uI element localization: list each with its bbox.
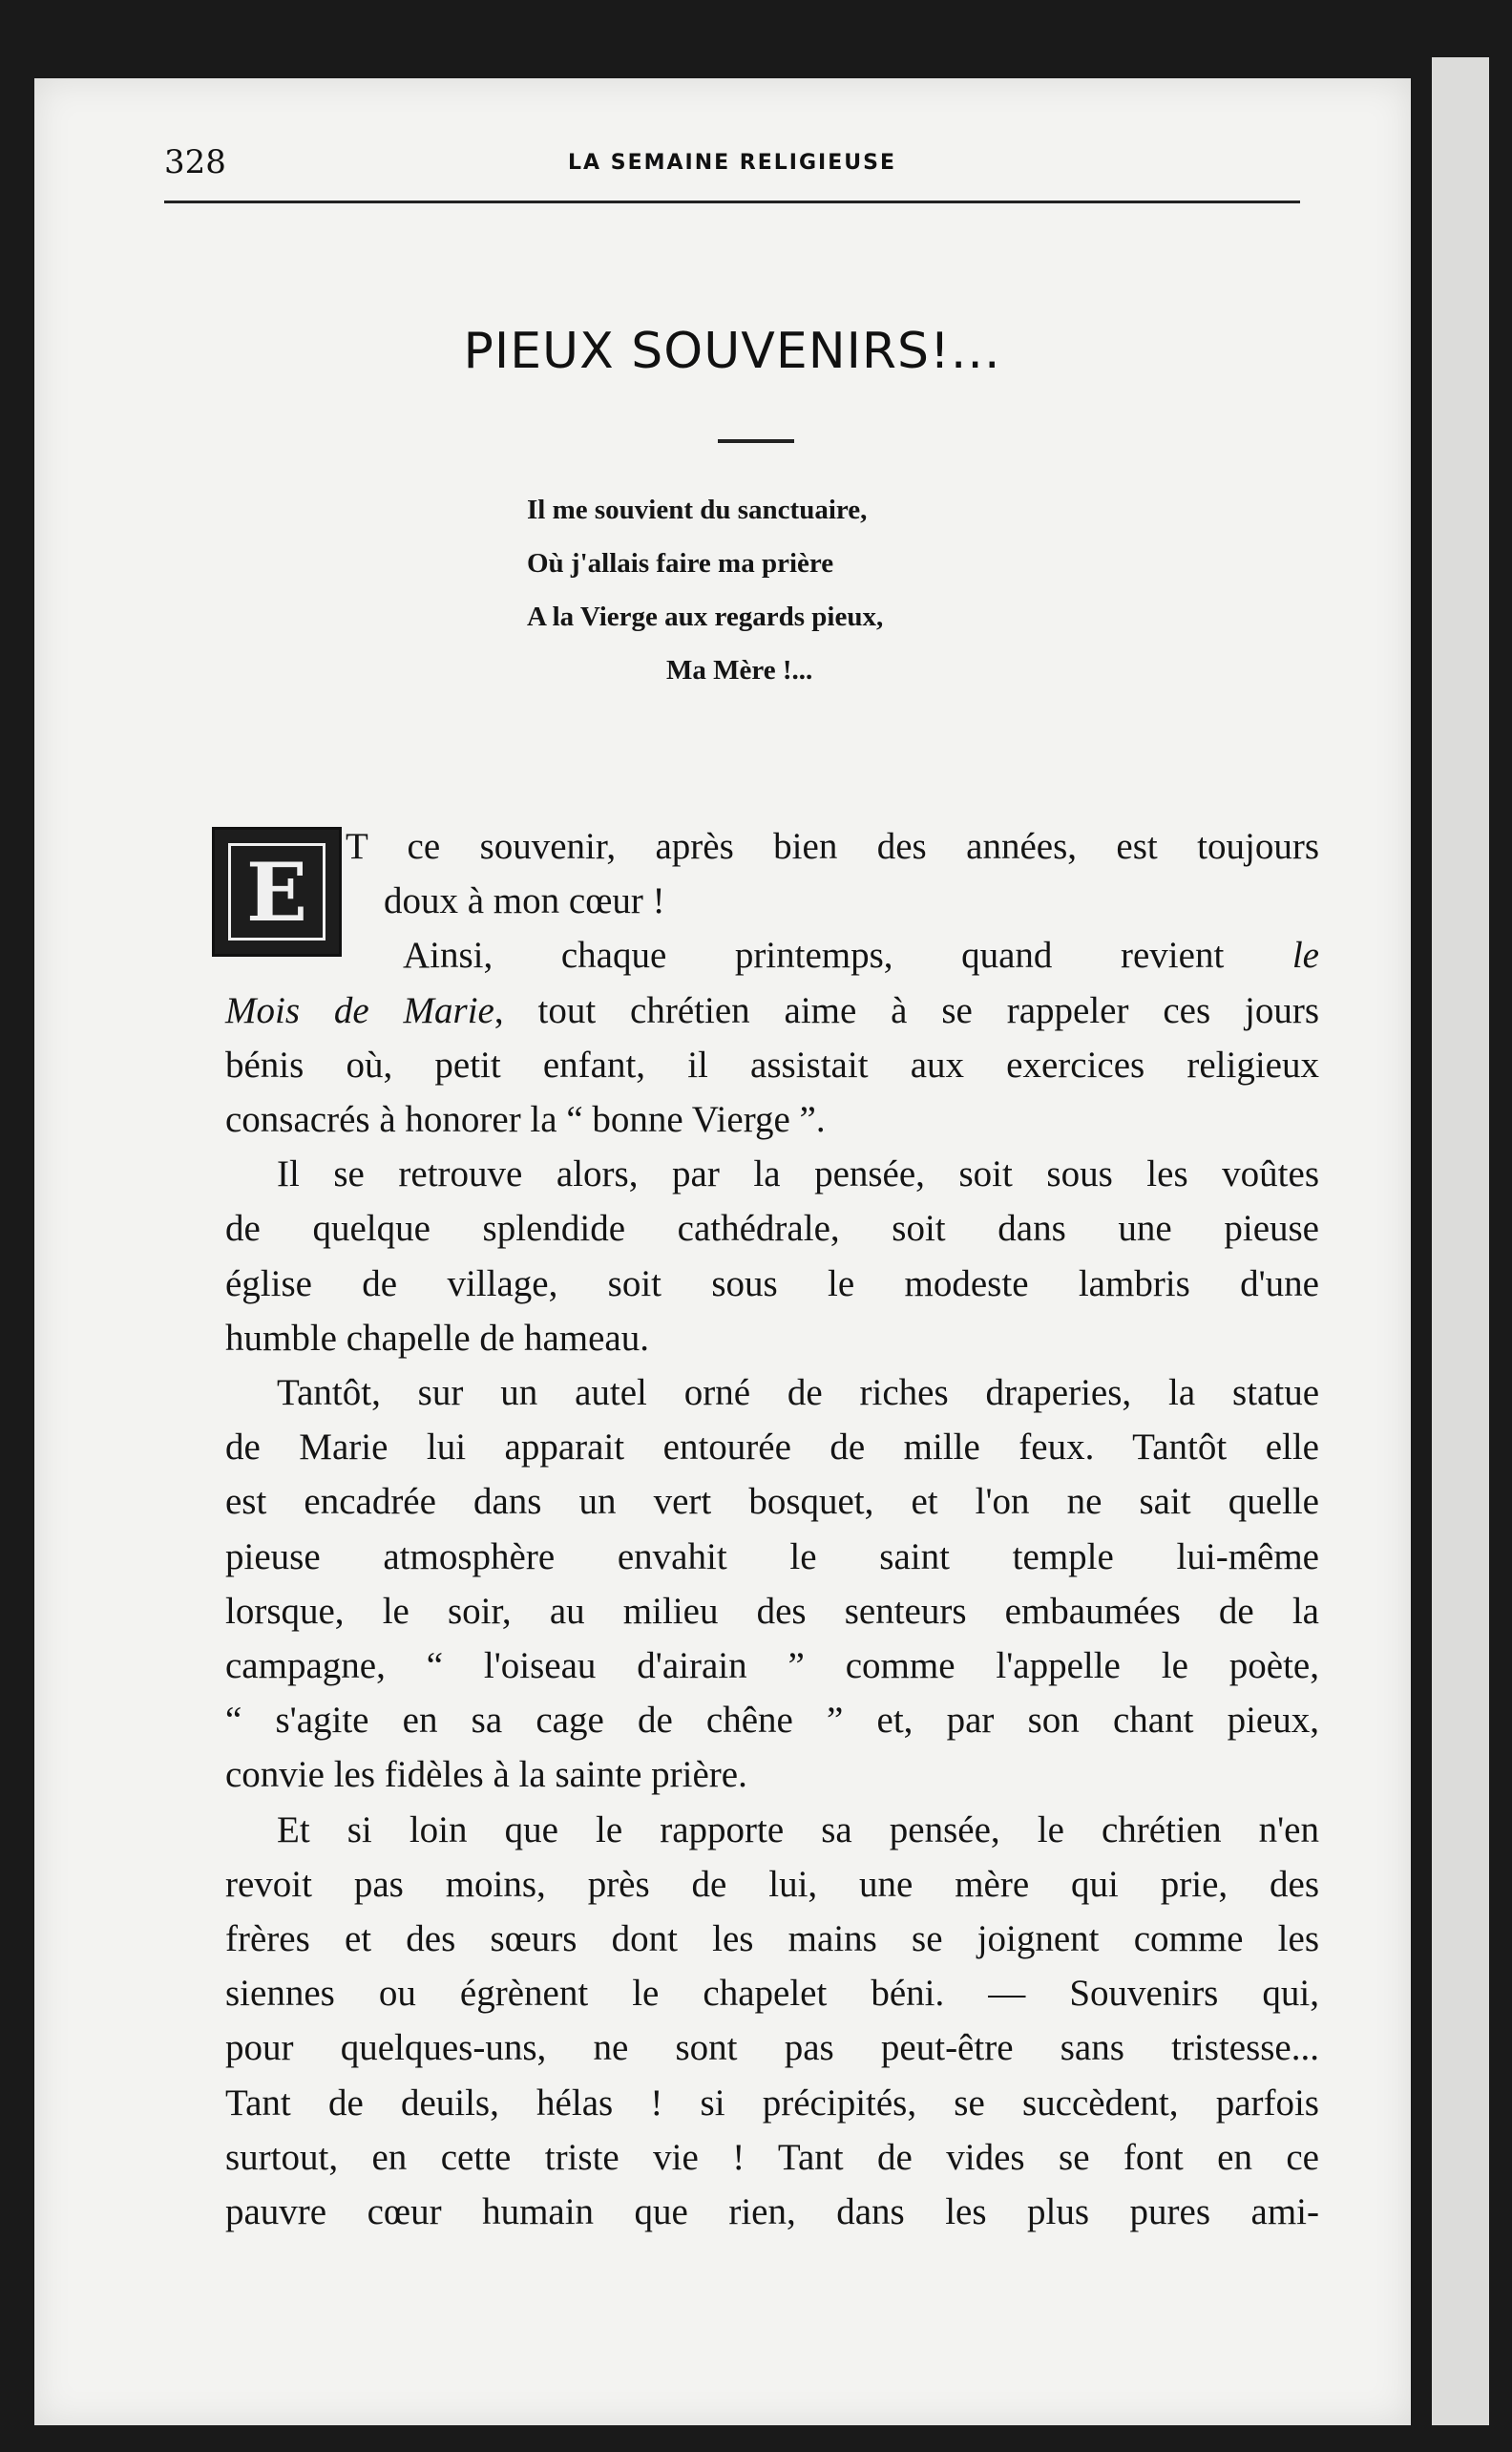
text-line: lorsque, le soir, au milieu des senteurs embaumées de la (225, 1590, 1319, 1632)
text-line: convie les fidèles à la sainte prière. (225, 1754, 747, 1796)
text-line: Tant de deuils, hélas ! si précipités, se succèdent, parfois (225, 2082, 1319, 2124)
text-line: pour quelques-uns, ne sont pas peut-être sans tristesse... (225, 2027, 1319, 2069)
text-line: doux à mon cœur ! (384, 880, 665, 922)
epigraph-verse (527, 483, 1100, 697)
adjacent-page-edge (1432, 57, 1489, 2425)
dropcap-wrapped-lines (225, 819, 1319, 983)
header-rule (164, 201, 1300, 203)
text-line: revoit pas moins, près de lui, une mère qui prie, des (225, 1863, 1319, 1905)
text-segment: , tout chrétien aime à se rappeler ces jours (494, 989, 1319, 1031)
verse-line: Ma Mère !... (666, 655, 813, 686)
text-line: église de village, soit sous le modeste lambris d'une (225, 1262, 1319, 1304)
text-line: T ce souvenir, après bien des années, est toujours (346, 826, 1319, 867)
text-line: campagne, “ l'oiseau d'airain ” comme l'appelle le poète, (225, 1645, 1319, 1687)
dropcap-letter: E (228, 843, 326, 941)
text-line: humble chapelle de hameau. (225, 1317, 649, 1359)
title-rule (718, 439, 794, 443)
text-line: pauvre cœur humain que rien, dans les plus pures ami- (225, 2191, 1319, 2233)
text-line: pieuse atmosphère envahit le saint temple lui-même (225, 1535, 1319, 1577)
text-line: consacrés à honorer la “ bonne Vierge ”. (225, 1099, 826, 1141)
article-title: PIEUX SOUVENIRS!... (463, 323, 1001, 380)
article-body (225, 819, 1319, 2239)
page-number: 328 (164, 143, 226, 181)
italic-text: Mois de Marie (225, 989, 494, 1031)
text-line: frères et des sœurs dont les mains se joignent comme les (225, 1918, 1319, 1960)
text-line (225, 983, 1319, 1038)
text-line: surtout, en cette triste vie ! Tant de vides se font en ce (225, 2136, 1319, 2178)
text-line: “ s'agite en sa cage de chêne ” et, par son chant pieux, (225, 1700, 1319, 1742)
text-line: Et si loin que le rapporte sa pensée, le chrétien n'en (277, 1808, 1319, 1850)
text-segment: Ainsi, chaque printemps, quand revient (403, 935, 1292, 977)
italic-text: le (1292, 935, 1319, 977)
text-line: siennes ou égrènent le chapelet béni. — Souvenirs qui, (225, 1973, 1319, 2015)
verse-line: A la Vierge aux regards pieux, (527, 602, 884, 632)
verse-line: Où j'allais faire ma prière (527, 548, 834, 579)
page-header (164, 143, 1300, 201)
text-line: est encadrée dans un vert bosquet, et l'on ne sait quelle (225, 1481, 1319, 1523)
text-line: Tantôt, sur un autel orné de riches draperies, la statue (277, 1372, 1319, 1414)
text-line: de quelque splendide cathédrale, soit dans une pieuse (225, 1208, 1319, 1250)
verse-line: Il me souvient du sanctuaire, (527, 495, 868, 525)
text-line: bénis où, petit enfant, il assistait aux exercices religieux (225, 1044, 1319, 1086)
text-line (346, 928, 1319, 983)
text-line: Il se retrouve alors, par la pensée, soit sous les voûtes (277, 1153, 1319, 1195)
text-line: de Marie lui apparait entourée de mille feux. Tantôt elle (225, 1427, 1319, 1469)
running-title: LA SEMAINE RELIGIEUSE (568, 151, 896, 175)
